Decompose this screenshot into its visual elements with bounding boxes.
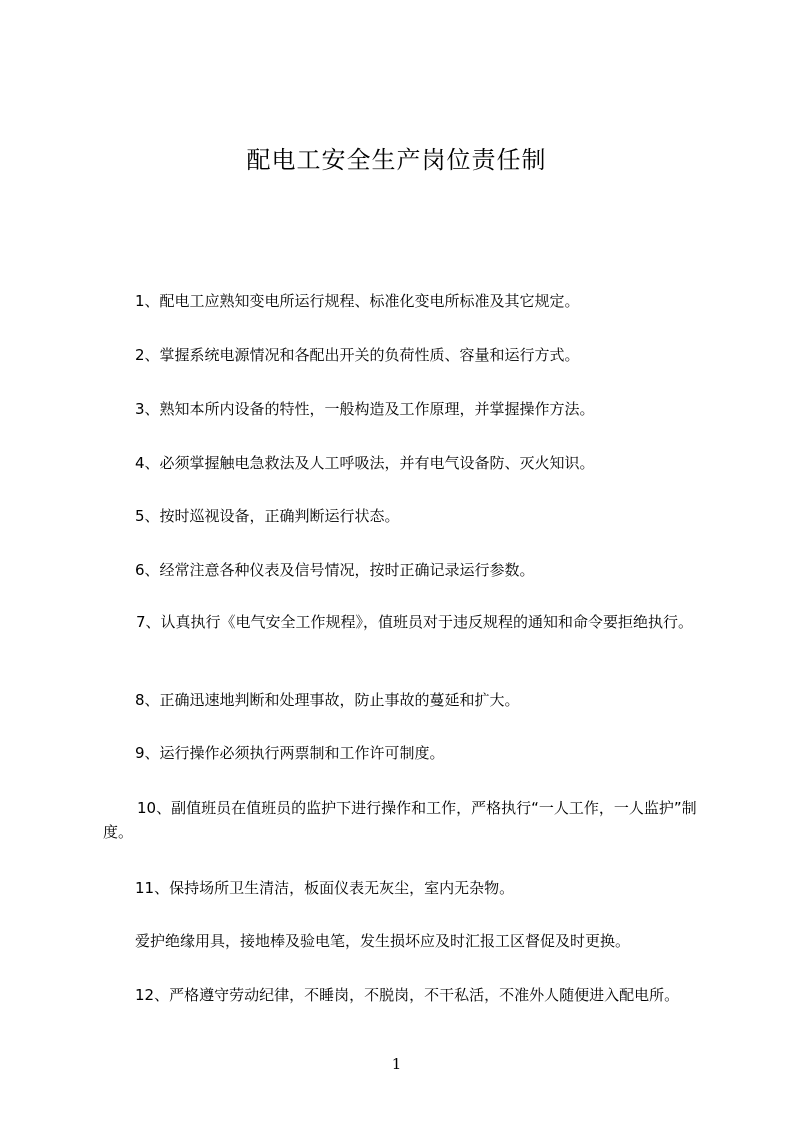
- paragraph-6: 6、经常注意各种仪表及信号情况，按时正确记录运行参数。: [135, 561, 535, 579]
- paragraph-10: 10、副值班员在值班员的监护下进行操作和工作，严格执行“一人工作，一人监护”制度。: [103, 799, 697, 841]
- paragraph-2: 2、掌握系统电源情况和各配出开关的负荷性质、容量和运行方式。: [135, 346, 580, 364]
- page-title: 配电工安全生产岗位责任制: [246, 146, 547, 174]
- paragraph-7: 7、认真执行《电气安全工作规程》，值班员对于违反规程的通知和命令要拒绝执行。: [136, 613, 694, 631]
- paragraph-9: 9、运行操作必须执行两票制和工作许可制度。: [135, 744, 445, 762]
- paragraph-3: 3、熟知本所内设备的特性，一般构造及工作原理，并掌握操作方法。: [135, 400, 595, 418]
- paragraph-12: 12、严格遵守劳动纪律，不睡岗，不脱岗，不干私活，不准外人随便进入配电所。: [135, 986, 680, 1004]
- paragraph-5: 5、按时巡视设备，正确判断运行状态。: [135, 507, 400, 525]
- paragraph-8: 8、正确迅速地判断和处理事故，防止事故的蔓延和扩大。: [135, 691, 520, 709]
- paragraph-11: 11、保持场所卫生清洁，板面仪表无灰尘，室内无杂物。: [135, 879, 515, 897]
- paragraph-11-continued: 爱护绝缘用具，接地棒及验电笔，发生损坏应及时汇报工区督促及时更换。: [135, 932, 631, 950]
- paragraph-4: 4、必须掌握触电急救法及人工呼吸法，并有电气设备防、灭火知识。: [135, 454, 595, 472]
- page-number: 1: [391, 1055, 402, 1073]
- paragraph-1: 1、配电工应熟知变电所运行规程、标准化变电所标准及其它规定。: [135, 292, 580, 310]
